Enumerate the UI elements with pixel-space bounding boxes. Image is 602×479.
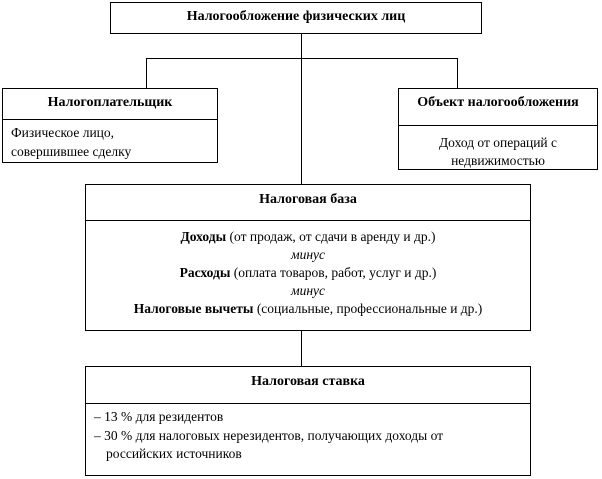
rate-item-1: – 13 % для резидентов <box>94 409 224 424</box>
object-box <box>398 88 598 170</box>
income-line <box>86 227 530 246</box>
rate-item-2-line-1: – 30 % для налоговых нерезидентов, получающих доходы от <box>94 428 444 443</box>
tax-base-box <box>85 184 531 331</box>
title-box <box>110 2 482 34</box>
minus-1-text: минус <box>290 247 326 262</box>
taxpayer-line-1: Физическое лицо, <box>11 125 115 140</box>
rate-item-2-line-2: российских источников <box>106 446 242 461</box>
connector-base-rate <box>301 330 302 366</box>
object-header: Объект налогообложения <box>417 95 579 110</box>
tax-base-divider <box>86 220 530 221</box>
object-line-2: недвижимостью <box>451 153 545 168</box>
connector-horizontal <box>146 58 458 59</box>
deduction-line <box>86 299 530 318</box>
minus-2-text: минус <box>290 283 326 298</box>
expense-details: (оплата товаров, работ, услуг и др.) <box>230 265 437 280</box>
connector-title-down <box>301 33 302 185</box>
income-label: Доходы <box>180 229 227 244</box>
tax-base-header: Налоговая база <box>259 192 357 207</box>
taxpayer-box <box>2 88 218 163</box>
tax-rate-divider <box>86 403 530 404</box>
tax-rate-box <box>85 366 531 476</box>
minus-1 <box>86 245 530 264</box>
expense-label: Расходы <box>179 265 231 280</box>
connector-left-down <box>146 58 147 89</box>
income-details: (от продаж, от сдачи в аренду и др.) <box>226 229 436 244</box>
deduction-label: Налоговые вычеты <box>133 301 254 316</box>
object-line-1: Доход от операций с <box>438 135 558 150</box>
connector-right-down <box>457 58 458 89</box>
taxpayer-line-2: совершившее сделку <box>11 144 132 159</box>
tax-rate-header: Налоговая ставка <box>251 374 365 389</box>
diagram-title: Налогообложение физических лиц <box>186 9 406 24</box>
taxpayer-header: Налогоплательщик <box>47 95 173 110</box>
minus-2 <box>86 281 530 300</box>
object-divider <box>399 125 597 126</box>
deduction-details: (социальные, профессиональные и др.) <box>253 301 483 316</box>
taxpayer-divider <box>3 119 217 120</box>
expense-line <box>86 263 530 282</box>
